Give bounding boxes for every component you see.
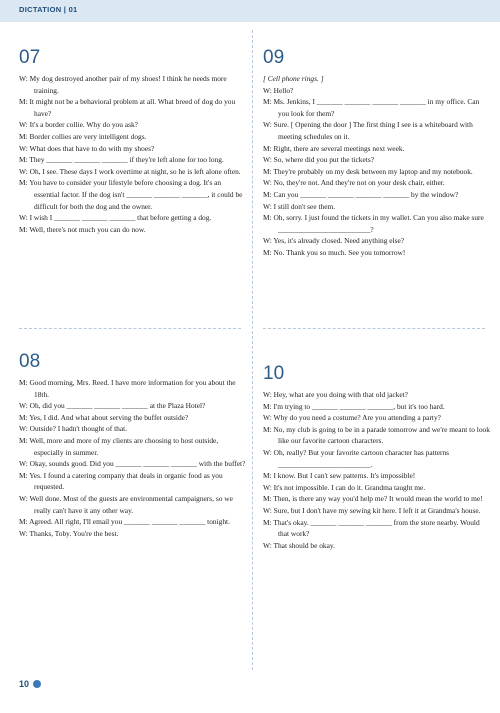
dialogue-line: M: That's okay. _______ _______ _______ from the store nearby. Would that work? — [263, 517, 480, 539]
dialogue-line: M: It might not be a behavioral problem at all. What breed of dog do you have? — [19, 97, 236, 118]
dialogue-line: M: No, my club is going to be in a parade tomorrow and we're meant to look like our favorite cartoon characters. — [263, 424, 490, 446]
section-number: 10 — [263, 363, 285, 384]
dialogue-line: W: That should be okay. — [263, 540, 335, 550]
dialogue-line: W: Okay, sounds good. Did you _______ _______ _______ with the buffet? — [19, 459, 246, 469]
dialogue-line: W: Well done. Most of the guests are environmental campaigners, so we really can't have it any other way. — [19, 493, 233, 515]
dialogue-line: W: Hey, what are you doing with that old jacket? — [263, 390, 408, 399]
dialogue-line: M: Border collies are very intelligent dogs. — [19, 131, 147, 141]
dialogue-line: W: I still don't see them. — [263, 201, 336, 211]
row-divider-left — [19, 328, 241, 329]
dialogue-line: W: Thanks, Toby. You're the best. — [19, 528, 119, 538]
dialogue-line: M: Well, more and more of my clients are choosing to host outside, especially in summer. — [19, 435, 219, 457]
dialogue-line: W: I wish I _______ _______ _______ that before getting a dog. — [19, 213, 212, 223]
section-07 — [19, 48, 247, 235]
dialogue-line: M: I'm trying to _______ _______ _______, but it's too hard. — [263, 401, 445, 411]
section-09 — [263, 48, 491, 259]
dialogue-line: W: Outside? I hadn't thought of that. — [19, 424, 127, 434]
dialogue-line: W: Sure. [ Opening the door ] The first thing I see is a whiteboard with meeting schedules on it. — [263, 120, 473, 141]
dialogue-line: M: No. Thank you so much. See you tomorrow! — [263, 247, 406, 257]
dialogue-line: W: Sure, but I don't have my sewing kit here. I left it at Grandma's house. — [263, 505, 481, 515]
section-number: 07 — [19, 47, 41, 68]
section-number: 08 — [19, 351, 41, 372]
dialogue-line: M: Agreed. All right, I'll email you _______ _______ _______ tonight. — [19, 517, 230, 527]
dialogue-line: M: Ms. Jenkins, I _______ _______ _______ _______ in my office. Can you look for them? — [263, 97, 480, 118]
dialogue-line: M: Right, there are several meetings next week. — [263, 143, 405, 153]
header-label: DICTATION | 01 — [19, 5, 78, 14]
page-number: 10 — [19, 679, 30, 689]
section-10 — [263, 364, 491, 551]
dialogue-line: M: Yes, I did. And what about serving the buffet outside? — [19, 412, 189, 422]
dialogue-line: W: Yes, it's already closed. Need anything else? — [263, 236, 405, 246]
dialogue-line: W: Oh, did you _______ _______ _______ at the Plaza Hotel? — [19, 401, 206, 411]
dialogue-line: M: Well, there's not much you can do now. — [19, 224, 146, 234]
dialogue-line: W: Hello? — [263, 85, 294, 95]
dialogue-line: M: They're probably on my desk between my laptop and my notebook. — [263, 166, 473, 176]
dialogue-line: M: Can you _______ _______ _______ _______ by the window? — [263, 189, 459, 199]
dialogue-line: W: It's a border collie. Why do you ask? — [19, 120, 138, 130]
dialogue-line: W: Why do you need a costume? Are you attending a party? — [263, 413, 441, 423]
column-divider — [252, 30, 253, 670]
section-08 — [19, 352, 247, 539]
dialogue-line: M: Yes. I found a catering company that deals in organic food as you requested. — [19, 470, 223, 492]
page-marker-dot-icon — [33, 680, 41, 688]
dialogue-line: W: What does that have to do with my shoes? — [19, 143, 155, 153]
dialogue-line: W: No, they're not. And they're not on your desk chair, either. — [263, 178, 445, 188]
dialogue-line: M: You have to consider your lifestyle before choosing a dog. It's an essential factor. If the dog isn't _______ _______ _______, it could be difficult for both the dog and the owner. — [19, 178, 243, 211]
dialogue-line: M: Then, is there any way you'd help me? It would mean the world to me! — [263, 494, 483, 504]
dialogue-line: W: So, where did you put the tickets? — [263, 155, 374, 165]
dialogue-line: W: It's not impossible. I can do it. Grandma taught me. — [263, 482, 426, 492]
dialogue-line: W: Oh, really? But your favorite cartoon character has patterns _________________________. — [263, 447, 450, 469]
dialogue-line: M: I know. But I can't sew patterns. It's impossible! — [263, 471, 416, 481]
dialogue-line: M: They _______ _______ _______ if they're left alone for too long. — [19, 155, 224, 165]
row-divider-right — [263, 328, 485, 329]
dialogue-line: W: Oh, I see. These days I work overtime at night, so he is left alone often. — [19, 166, 241, 176]
dialogue-line: M: Good morning, Mrs. Reed. I have more information for you about the 18th. — [19, 378, 236, 399]
stage-direction: [ Cell phone rings. ] — [263, 74, 324, 83]
section-number: 09 — [263, 47, 285, 68]
dialogue-line: W: My dog destroyed another pair of my shoes! I think he needs more training. — [19, 74, 227, 95]
dialogue-line: M: Oh, sorry. I just found the tickets in my wallet. Can you also make sure _________________________? — [263, 213, 484, 234]
page-header-bar — [0, 0, 500, 22]
